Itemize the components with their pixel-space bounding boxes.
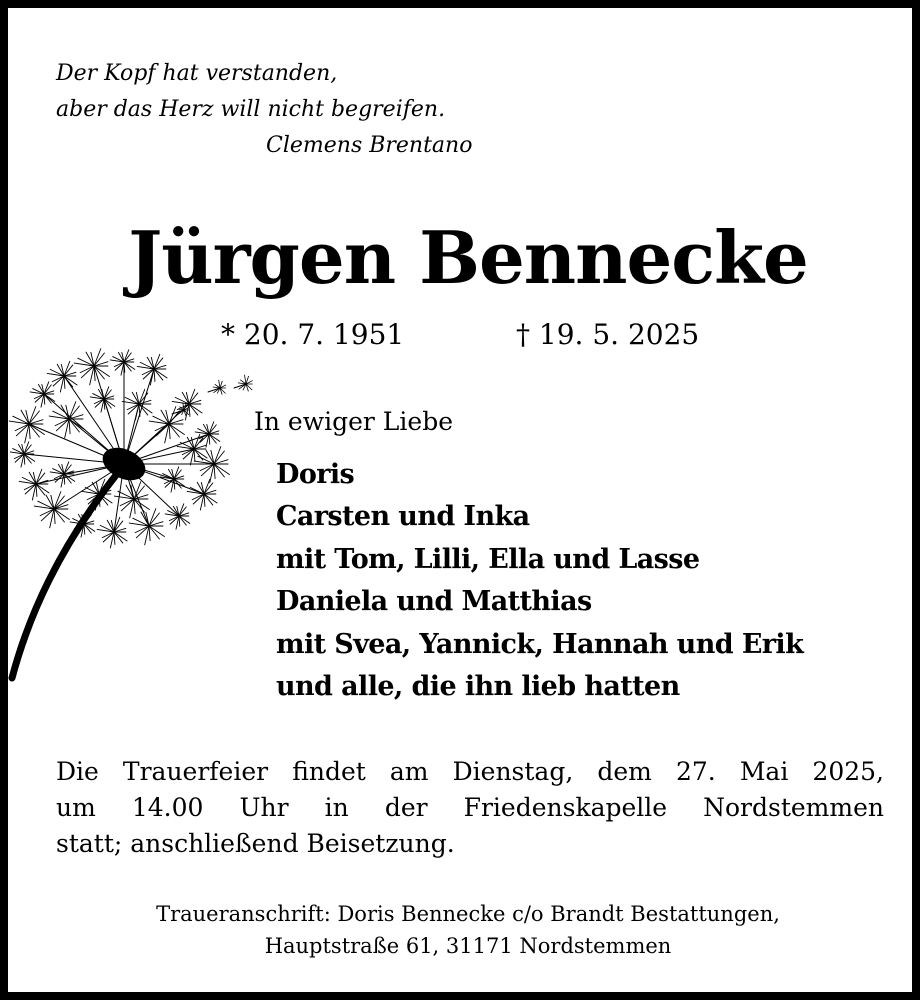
address-line: Traueranschrift: Doris Bennecke c/o Brandt Bestattungen, <box>156 902 780 926</box>
dandelion-icon <box>8 348 268 688</box>
quote-line-2: aber das Herz will nicht begreifen. <box>56 97 446 122</box>
ceremony-line: statt; anschließend Beisetzung. <box>56 829 455 858</box>
love-line: In ewiger Liebe <box>254 407 453 436</box>
address-line: Hauptstraße 61, 31171 Nordstemmen <box>264 934 672 958</box>
death-date: † 19. 5. 2025 <box>516 318 700 351</box>
family-member: mit Tom, Lilli, Ella und Lasse <box>276 543 700 575</box>
family-member: Carsten und Inka <box>276 501 530 533</box>
birth-date: * 20. 7. 1951 <box>221 318 405 351</box>
ceremony-line: Die Trauerfeier findet am Dienstag, dem 27. Mai 2025, <box>56 757 884 786</box>
family-member: und alle, die ihn lieb hatten <box>276 671 680 703</box>
quote-author: Clemens Brentano <box>266 133 473 158</box>
quote <box>56 56 472 164</box>
ceremony-line: um 14.00 Uhr in der Friedenskapelle Nordstemmen <box>56 793 884 822</box>
quote-line-1: Der Kopf hat verstanden, <box>56 61 338 86</box>
family-member: Daniela und Matthias <box>276 586 592 618</box>
family-member: Doris <box>276 459 355 490</box>
deceased-name: Jürgen Bennecke <box>128 215 808 300</box>
family-list <box>276 454 803 708</box>
mourning-address <box>8 898 920 962</box>
ceremony-info <box>56 754 884 862</box>
family-member: mit Svea, Yannick, Hannah und Erik <box>276 628 804 660</box>
